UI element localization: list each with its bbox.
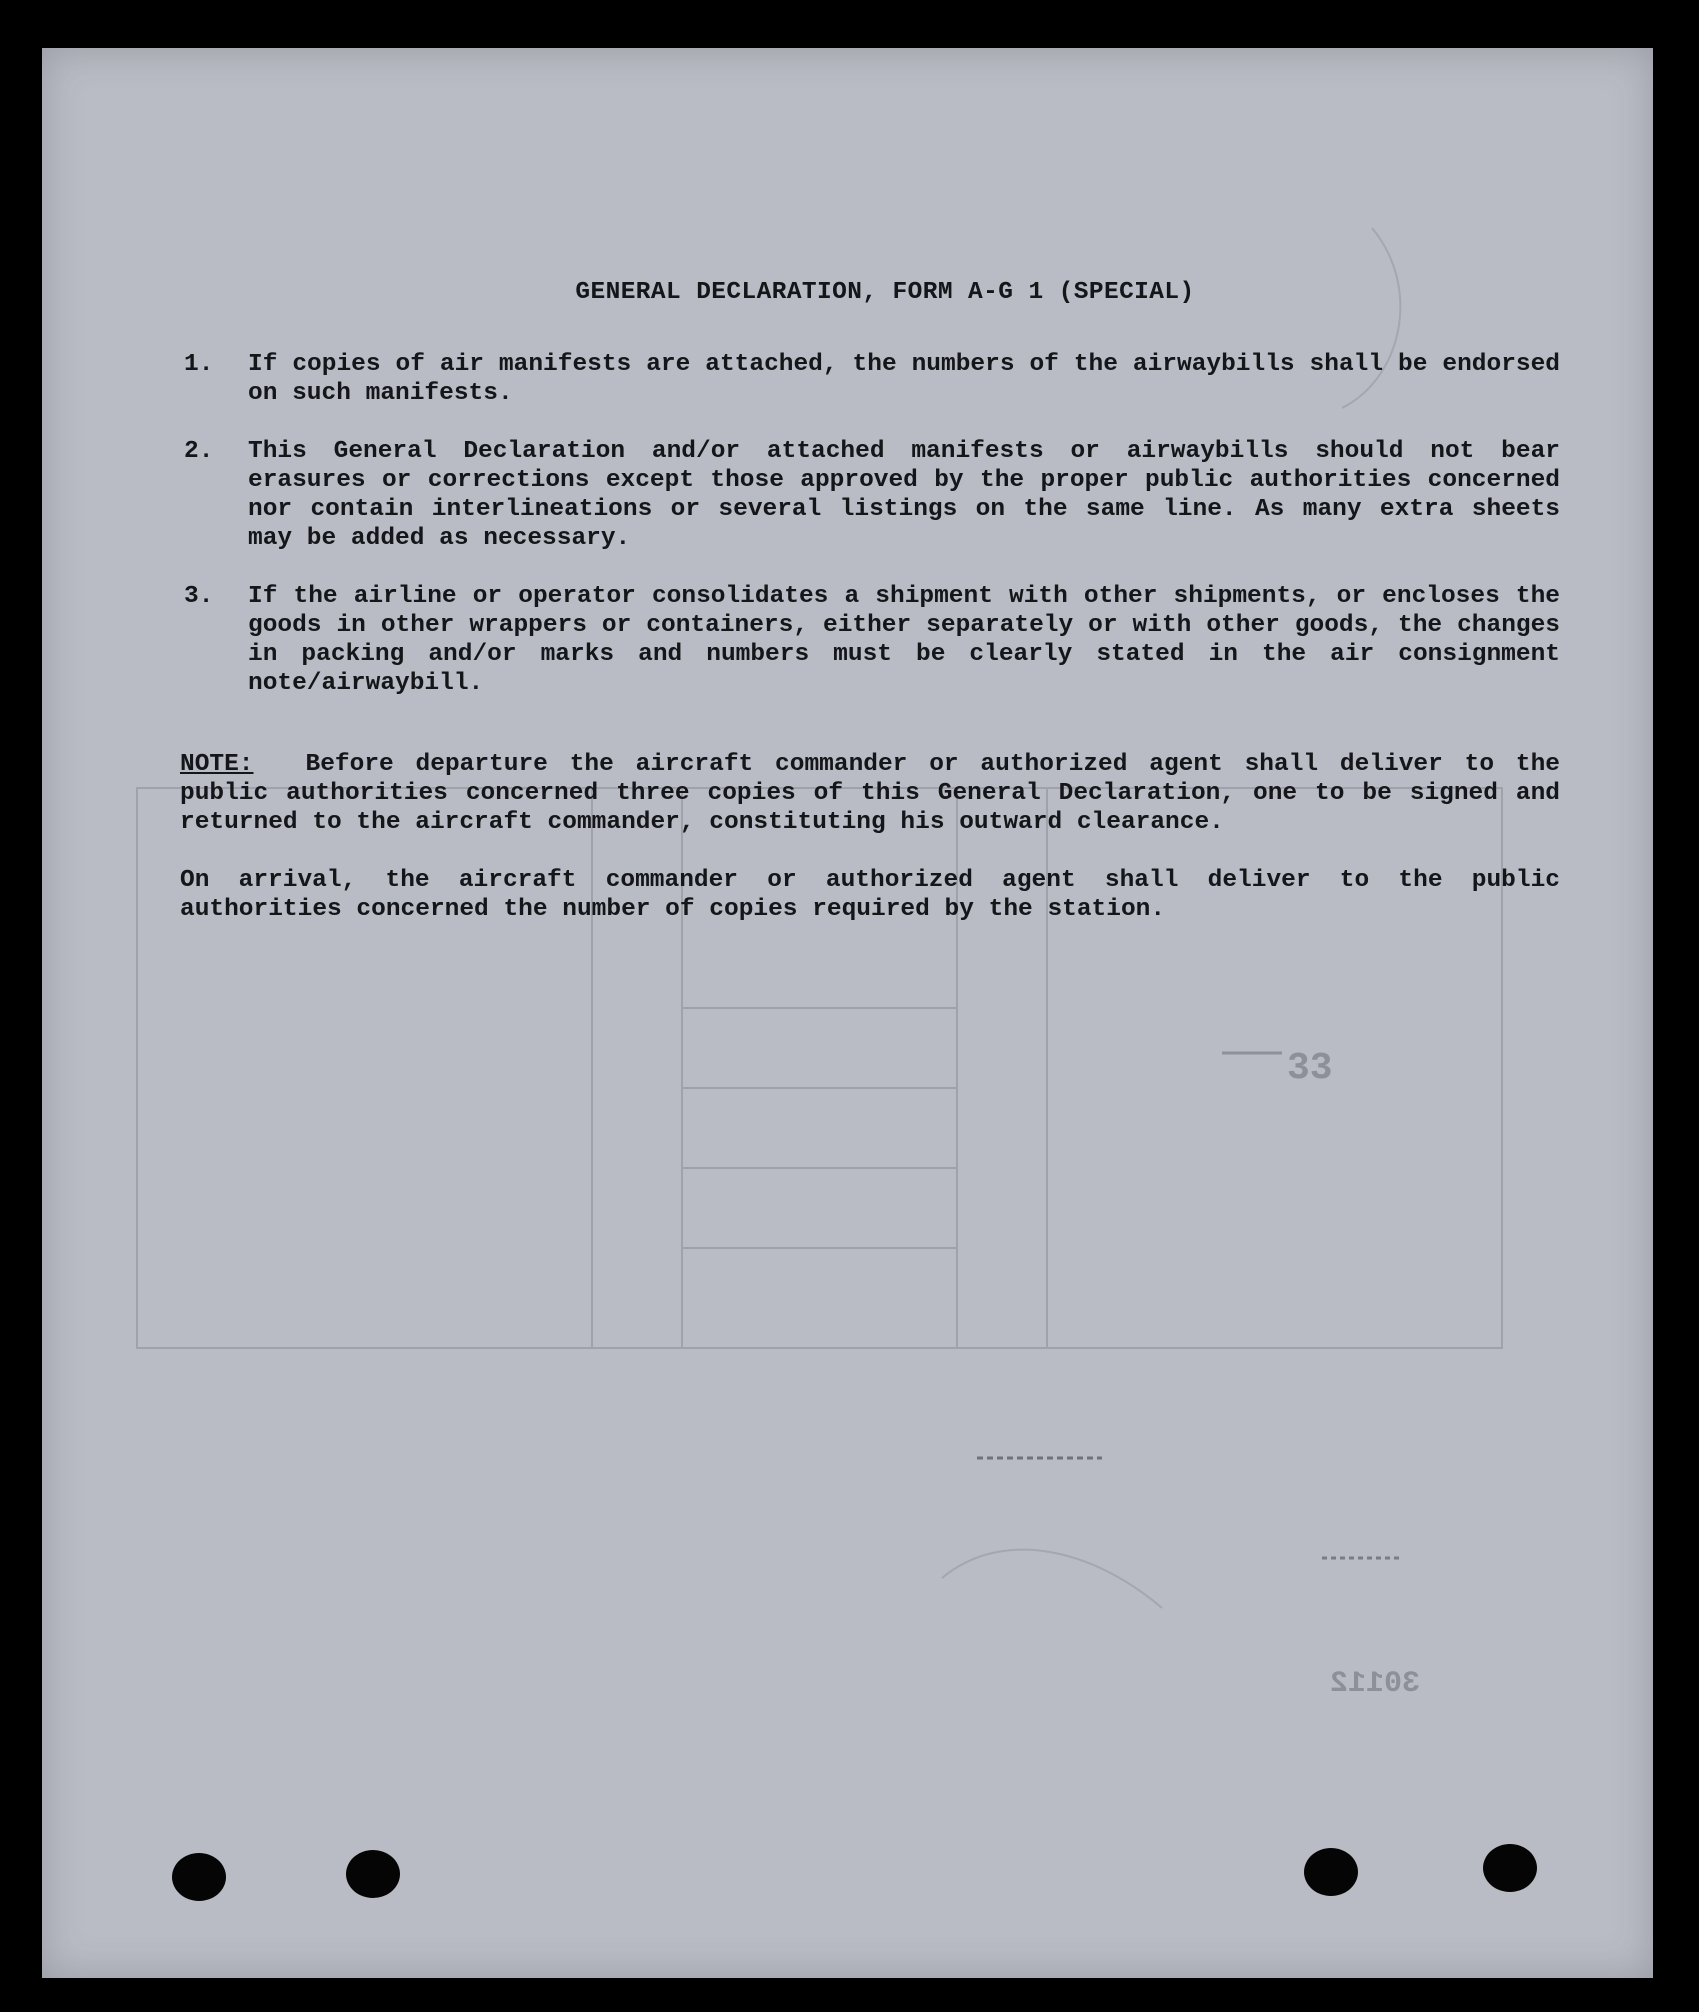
instruction-item-3 bbox=[180, 582, 1560, 698]
bleed-number-mark: 33 bbox=[1287, 1047, 1333, 1090]
document-page bbox=[42, 48, 1653, 1978]
punch-hole bbox=[1483, 1844, 1537, 1892]
item-text: This General Declaration and/or attached manifests or airwaybills should not bear erasures or corrections except those approved by the proper public authorities concerned nor contain interlineations or several listings on the same line. As many extra sheets may be added as necessary. bbox=[248, 438, 1560, 552]
punch-hole bbox=[1304, 1848, 1358, 1896]
note-text: Before departure the aircraft commander or authorized agent shall deliver to the public authorities concerned three copies of this General Declaration, one to be signed and returned to the aircraft commander, constituting his outward clearance. bbox=[180, 751, 1560, 836]
item-text: If the airline or operator consolidates a shipment with other shipments, or encloses the goods in other wrappers or containers, either separately or with other goods, the changes in packing and/or marks and numbers must be clearly stated in the air consignment note/airwaybill. bbox=[248, 583, 1560, 697]
page-title: GENERAL DECLARATION, FORM A-G 1 (SPECIAL) bbox=[575, 279, 1195, 306]
bleed-mirrored-code: 30112 bbox=[1329, 1667, 1420, 1701]
item-number: 3. bbox=[184, 583, 214, 610]
note-label: NOTE: bbox=[180, 751, 254, 778]
note-paragraph bbox=[180, 750, 1560, 837]
punch-hole bbox=[346, 1850, 400, 1898]
punch-hole bbox=[172, 1853, 226, 1901]
instruction-item-1 bbox=[180, 350, 1560, 408]
item-number: 1. bbox=[184, 351, 214, 378]
item-number: 2. bbox=[184, 438, 214, 465]
instructions-column bbox=[180, 278, 1560, 924]
arrival-paragraph: On arrival, the aircraft commander or authorized agent shall deliver to the public authorities concerned the number of copies required by the station. bbox=[180, 867, 1560, 923]
instruction-item-2 bbox=[180, 437, 1560, 553]
item-text: If copies of air manifests are attached, the numbers of the airwaybills shall be endorsed on such manifests. bbox=[248, 351, 1560, 407]
